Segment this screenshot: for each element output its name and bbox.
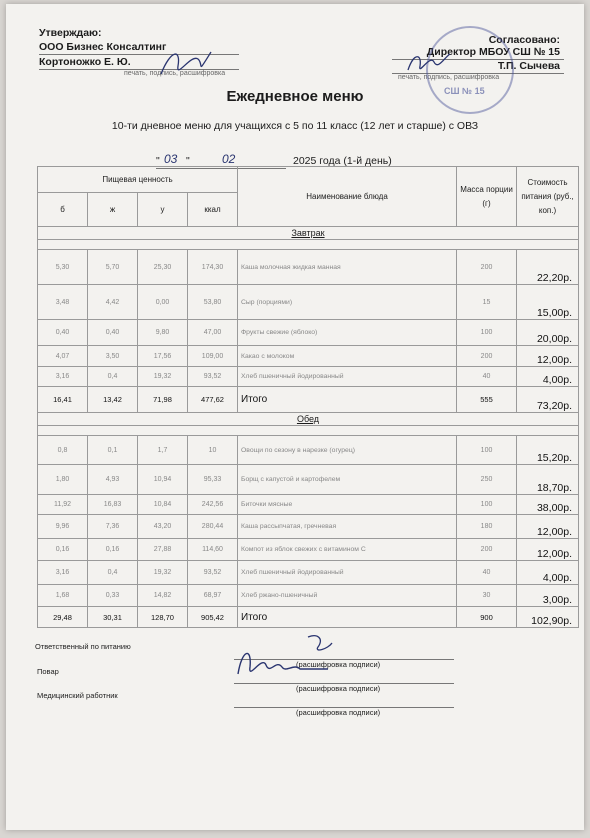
mass-cell: 30 xyxy=(457,585,517,607)
mass-total: 555 xyxy=(457,387,517,413)
protein-cell: 3,16 xyxy=(38,367,88,387)
table-row xyxy=(38,346,579,367)
protein-cell: 4,07 xyxy=(38,346,88,367)
menu-subtitle: 10-ти дневное меню для учащихся с 5 по 11 класс (12 лет и старше) с ОВЗ xyxy=(111,120,479,132)
dish-cell: Сыр (порциями) xyxy=(238,285,457,320)
fat-cell: 0,1 xyxy=(88,436,138,465)
mass-cell: 100 xyxy=(457,320,517,346)
mass-cell: 40 xyxy=(457,561,517,585)
protein-header: б xyxy=(38,193,88,227)
approved-org: ООО Бизнес Консалтинг xyxy=(39,41,167,53)
cost-cell: 12,00р. xyxy=(517,515,579,539)
approved-person: Кортоножко Е. Ю. xyxy=(39,56,131,68)
kcal-header: ккал xyxy=(188,193,238,227)
mass-header: Масса порции (г) xyxy=(457,167,517,227)
table-row xyxy=(38,561,579,585)
kcal-cell: 114,60 xyxy=(188,539,238,561)
date-quote-close: " xyxy=(186,155,190,167)
protein-cell: 0,8 xyxy=(38,436,88,465)
cost-cell: 4,00р. xyxy=(517,561,579,585)
carbs-cell: 25,30 xyxy=(138,250,188,285)
dish-cell: Хлеб ржано-пшеничный xyxy=(238,585,457,607)
mass-cell: 40 xyxy=(457,367,517,387)
signature-approver xyxy=(156,44,216,84)
table-row xyxy=(38,585,579,607)
medic-label: Медицинский работник xyxy=(37,691,118,700)
section-title-breakfast: Завтрак xyxy=(38,227,579,240)
header-row-1 xyxy=(38,167,579,193)
section-title-lunch: Обед xyxy=(38,413,579,426)
table-row xyxy=(38,320,579,346)
protein-cell: 5,30 xyxy=(38,250,88,285)
date-day: 03 xyxy=(164,152,178,166)
agreed-position: Директор МБОУ СШ № 15 xyxy=(426,46,560,58)
kcal-cell: 10 xyxy=(188,436,238,465)
agreed-label: Согласовано: xyxy=(488,34,560,46)
document-sheet xyxy=(6,4,584,830)
dish-cell: Хлеб пшеничный йодированный xyxy=(238,367,457,387)
fat-cell: 7,36 xyxy=(88,515,138,539)
carbs-header: у xyxy=(138,193,188,227)
total-label: Итого xyxy=(238,387,457,413)
cost-cell: 4,00р. xyxy=(517,367,579,387)
kcal-total: 477,62 xyxy=(188,387,238,413)
date-quote-open: " xyxy=(156,155,160,167)
carbs-cell: 27,88 xyxy=(138,539,188,561)
dish-cell: Каша рассыпчатая, гречневая xyxy=(238,515,457,539)
dish-cell: Каша молочная жидкая манная xyxy=(238,250,457,285)
page-title: Ежедневное меню xyxy=(226,88,364,105)
dish-cell: Какао с молоком xyxy=(238,346,457,367)
dish-cell: Фрукты свежие (яблоко) xyxy=(238,320,457,346)
protein-cell: 9,96 xyxy=(38,515,88,539)
protein-cell: 3,16 xyxy=(38,561,88,585)
medic-sig-caption: (расшифровка подписи) xyxy=(296,708,381,717)
carbs-cell: 19,32 xyxy=(138,367,188,387)
fat-cell: 0,40 xyxy=(88,320,138,346)
responsible-sig-caption: (расшифровка подписи) xyxy=(296,660,381,669)
date-rest: 2025 года (1-й день) xyxy=(293,155,392,167)
cost-cell: 38,00р. xyxy=(517,495,579,515)
kcal-cell: 53,80 xyxy=(188,285,238,320)
mass-cell: 200 xyxy=(457,346,517,367)
dish-cell: Компот из яблок свежих с витамином С xyxy=(238,539,457,561)
table-row xyxy=(38,515,579,539)
cost-cell: 20,00р. xyxy=(517,320,579,346)
dish-cell: Борщ с капустой и картофелем xyxy=(238,465,457,495)
dish-cell: Овощи по сезону в нарезке (огурец) xyxy=(238,436,457,465)
fat-cell: 3,50 xyxy=(88,346,138,367)
total-row xyxy=(38,387,579,413)
dish-header: Наименование блюда xyxy=(238,167,457,227)
kcal-cell: 93,52 xyxy=(188,367,238,387)
cook-label: Повар xyxy=(37,667,59,676)
table-row xyxy=(38,367,579,387)
kcal-total: 905,42 xyxy=(188,607,238,628)
table-row xyxy=(38,436,579,465)
protein-total: 29,48 xyxy=(38,607,88,628)
cook-sig-caption: (расшифровка подписи) xyxy=(296,684,381,693)
fat-cell: 0,16 xyxy=(88,539,138,561)
responsible-label: Ответственный по питанию xyxy=(35,642,131,651)
carbs-cell: 1,7 xyxy=(138,436,188,465)
carbs-cell: 9,80 xyxy=(138,320,188,346)
mass-cell: 200 xyxy=(457,250,517,285)
fat-cell: 16,83 xyxy=(88,495,138,515)
table-row xyxy=(38,285,579,320)
spacer-row xyxy=(38,426,579,436)
protein-cell: 11,92 xyxy=(38,495,88,515)
cost-cell: 22,20р. xyxy=(517,250,579,285)
cost-total: 102,90р. xyxy=(517,607,579,628)
mass-cell: 180 xyxy=(457,515,517,539)
date-month: 02 xyxy=(222,152,236,166)
mass-cell: 250 xyxy=(457,465,517,495)
carbs-total: 128,70 xyxy=(138,607,188,628)
kcal-cell: 280,44 xyxy=(188,515,238,539)
carbs-cell: 10,94 xyxy=(138,465,188,495)
kcal-cell: 68,97 xyxy=(188,585,238,607)
carbs-cell: 19,32 xyxy=(138,561,188,585)
carbs-total: 71,98 xyxy=(138,387,188,413)
table-row xyxy=(38,539,579,561)
approved-label: Утверждаю: xyxy=(39,27,102,39)
carbs-cell: 10,84 xyxy=(138,495,188,515)
cost-cell: 15,00р. xyxy=(517,285,579,320)
menu-table xyxy=(37,166,579,628)
fat-cell: 0,33 xyxy=(88,585,138,607)
protein-total: 16,41 xyxy=(38,387,88,413)
protein-cell: 1,80 xyxy=(38,465,88,495)
protein-cell: 1,68 xyxy=(38,585,88,607)
cost-header: Стоимость питания (руб., коп.) xyxy=(517,167,579,227)
dish-cell: Биточки мясные xyxy=(238,495,457,515)
signature-responsible xyxy=(228,629,338,689)
protein-cell: 3,48 xyxy=(38,285,88,320)
mass-cell: 100 xyxy=(457,436,517,465)
carbs-cell: 43,20 xyxy=(138,515,188,539)
table-row xyxy=(38,465,579,495)
cost-total: 73,20р. xyxy=(517,387,579,413)
table-row xyxy=(38,495,579,515)
cost-cell: 12,00р. xyxy=(517,539,579,561)
protein-cell: 0,16 xyxy=(38,539,88,561)
kcal-cell: 95,33 xyxy=(188,465,238,495)
fat-cell: 4,42 xyxy=(88,285,138,320)
signature-director xyxy=(404,48,454,78)
mass-cell: 200 xyxy=(457,539,517,561)
fat-total: 13,42 xyxy=(88,387,138,413)
cost-cell: 3,00р. xyxy=(517,585,579,607)
carbs-cell: 14,82 xyxy=(138,585,188,607)
agreed-person: Т.П. Сычева xyxy=(497,60,560,72)
total-label: Итого xyxy=(238,607,457,628)
table-row xyxy=(38,250,579,285)
kcal-cell: 109,00 xyxy=(188,346,238,367)
section-row xyxy=(38,413,579,426)
fat-cell: 0,4 xyxy=(88,561,138,585)
cost-cell: 15,20р. xyxy=(517,436,579,465)
carbs-cell: 0,00 xyxy=(138,285,188,320)
fat-total: 30,31 xyxy=(88,607,138,628)
mass-total: 900 xyxy=(457,607,517,628)
fat-header: ж xyxy=(88,193,138,227)
total-row xyxy=(38,607,579,628)
spacer-row xyxy=(38,240,579,250)
kcal-cell: 242,56 xyxy=(188,495,238,515)
cost-cell: 12,00р. xyxy=(517,346,579,367)
kcal-cell: 93,52 xyxy=(188,561,238,585)
protein-cell: 0,40 xyxy=(38,320,88,346)
fat-cell: 5,70 xyxy=(88,250,138,285)
approved-caption: печать, подпись, расшифровка xyxy=(124,70,226,77)
section-row xyxy=(38,227,579,240)
nutrition-header: Пищевая ценность xyxy=(38,167,238,193)
stamp-text: СШ № 15 xyxy=(444,86,485,96)
fat-cell: 4,93 xyxy=(88,465,138,495)
fat-cell: 0,4 xyxy=(88,367,138,387)
mass-cell: 100 xyxy=(457,495,517,515)
carbs-cell: 17,56 xyxy=(138,346,188,367)
agreed-caption: печать, подпись, расшифровка xyxy=(398,74,500,81)
cost-cell: 18,70р. xyxy=(517,465,579,495)
kcal-cell: 174,30 xyxy=(188,250,238,285)
kcal-cell: 47,00 xyxy=(188,320,238,346)
dish-cell: Хлеб пшеничный йодированный xyxy=(238,561,457,585)
mass-cell: 15 xyxy=(457,285,517,320)
